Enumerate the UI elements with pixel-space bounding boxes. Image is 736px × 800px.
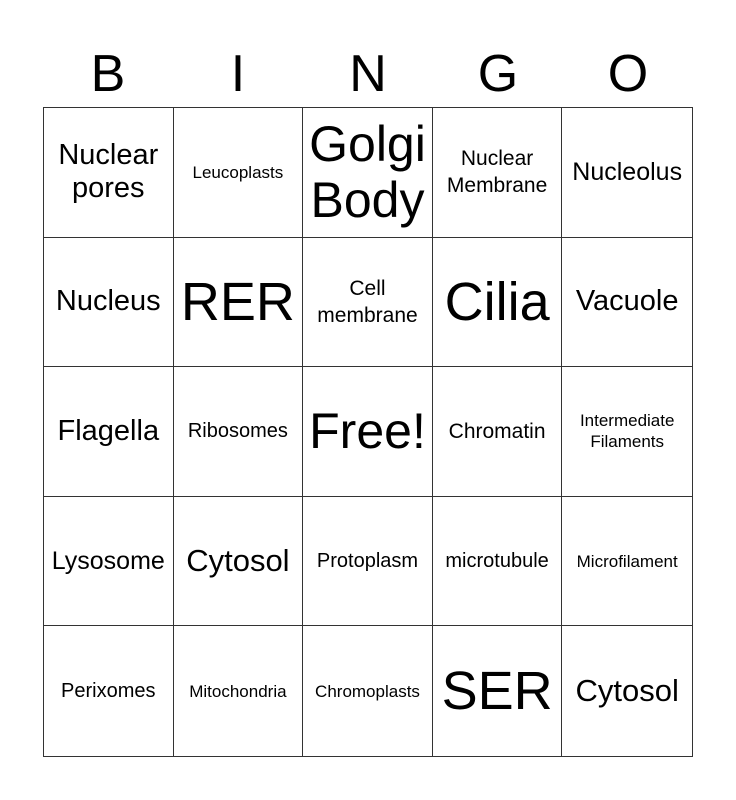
bingo-cell-text: Cytosol (575, 673, 679, 709)
bingo-cell[interactable] (433, 108, 563, 238)
bingo-cell-text: Intermediate Filaments (579, 411, 675, 452)
bingo-cell-text: Microfilament (576, 551, 678, 571)
bingo-cell-text: Nucleolus (572, 158, 683, 187)
bingo-board (43, 107, 693, 757)
header-letter-n: N (349, 45, 387, 103)
bingo-cell-text: Mitochondria (189, 681, 287, 701)
header-letter-o: O (607, 45, 649, 103)
bingo-cell-text: Chromatin (448, 419, 546, 443)
bingo-cell[interactable] (562, 238, 692, 368)
bingo-cell-text: Protoplasm (316, 550, 419, 573)
header-letter-g: G (477, 45, 519, 103)
bingo-cell[interactable] (562, 497, 692, 627)
bingo-cell-text: Flagella (57, 414, 160, 447)
bingo-cell[interactable] (174, 497, 304, 627)
bingo-cell[interactable] (303, 367, 433, 497)
bingo-cell[interactable] (433, 497, 563, 627)
bingo-cell[interactable] (44, 497, 174, 627)
bingo-header (43, 42, 693, 106)
bingo-cell[interactable] (433, 367, 563, 497)
bingo-cell[interactable] (174, 108, 304, 238)
bingo-cell-text: Perixomes (61, 680, 156, 703)
bingo-cell[interactable] (303, 108, 433, 238)
bingo-cell-text: Nucleus (55, 285, 161, 318)
bingo-cell[interactable] (44, 626, 174, 756)
bingo-cell[interactable] (174, 626, 304, 756)
bingo-cell[interactable] (174, 367, 304, 497)
bingo-cell-text: RER (180, 271, 295, 332)
bingo-cell[interactable] (562, 367, 692, 497)
bingo-cell[interactable] (303, 238, 433, 368)
bingo-cell[interactable] (44, 108, 174, 238)
bingo-cell-text: Free! (309, 403, 426, 460)
bingo-cell[interactable] (562, 108, 692, 238)
bingo-cell[interactable] (433, 626, 563, 756)
bingo-cell[interactable] (174, 238, 304, 368)
bingo-cell[interactable] (303, 626, 433, 756)
bingo-cell-text: Chromoplasts (315, 681, 420, 701)
bingo-cell[interactable] (303, 497, 433, 627)
bingo-cell[interactable] (562, 626, 692, 756)
bingo-cell-text: Golgi Body (309, 116, 426, 229)
bingo-cell-text: Cell membrane (317, 276, 418, 327)
bingo-cell-text: SER (441, 661, 553, 722)
bingo-cell[interactable] (44, 238, 174, 368)
bingo-cell-text: Lysosome (51, 547, 165, 576)
bingo-cell[interactable] (433, 238, 563, 368)
bingo-cell-text: Nuclear Membrane (446, 147, 548, 198)
bingo-cell[interactable] (44, 367, 174, 497)
bingo-cell-text: microtubule (445, 550, 549, 573)
bingo-cell-text: Nuclear pores (58, 139, 159, 205)
bingo-cell-text: Ribosomes (187, 420, 288, 443)
header-letter-i: I (230, 45, 246, 103)
bingo-cell-text: Cilia (444, 271, 550, 332)
bingo-cell-text: Leucoplasts (192, 162, 284, 182)
bingo-cell-text: Vacuole (575, 285, 679, 318)
header-letter-b: B (90, 45, 126, 103)
bingo-cell-text: Cytosol (186, 543, 290, 579)
